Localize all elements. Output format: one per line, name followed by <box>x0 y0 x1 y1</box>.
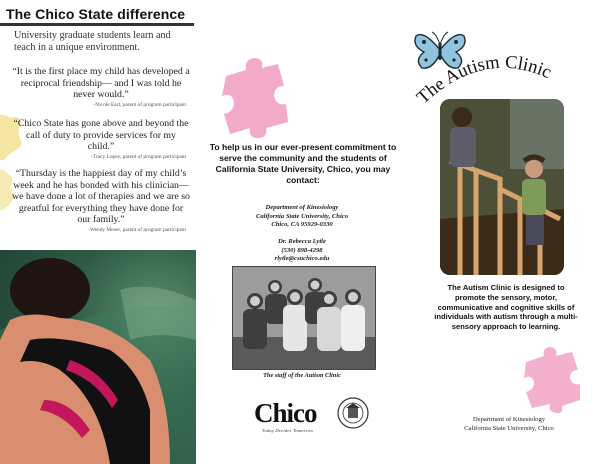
contact-email: rlytle@csuchico.edu <box>274 255 330 263</box>
chico-logo <box>252 396 372 436</box>
university-seal-icon <box>336 396 370 430</box>
pink-puzzle-piece-icon-2 <box>518 346 582 414</box>
testimonial-2 <box>12 118 190 161</box>
staff-photo <box>232 266 376 370</box>
section-heading: The Chico State difference <box>6 6 186 22</box>
intro-text: University graduate students learn and teach in a unique environment. <box>14 30 171 53</box>
pink-puzzle-piece-icon <box>216 56 288 140</box>
testimonial-2-attribution: -Tracy Lopez, parent of program participant <box>91 153 186 160</box>
footer-line-2: California State University, Chico <box>464 424 554 432</box>
testimonial-1 <box>12 66 190 109</box>
contact-person <box>210 238 394 264</box>
testimonial-1-attribution: -Nicole Earl, parent of program participant <box>93 101 186 108</box>
address-line-2: California State University, Chico <box>255 212 349 220</box>
middle-panel <box>200 0 400 464</box>
department-footer <box>434 416 584 433</box>
logo-tagline: Today Decides Tomorrow <box>262 428 314 433</box>
logo-wordmark: Chico <box>254 398 317 428</box>
staff-group-image <box>233 267 376 370</box>
contact-name: Dr. Rebecca Lytle <box>278 238 326 245</box>
address-line-3: Chico, CA 95929-0330 <box>271 221 333 229</box>
address-line-1: Department of Kinesiology <box>265 204 339 211</box>
testimonial-1-text: “It is the first place my child has developed a reciprocal friendship— and I was told he never would.” <box>12 66 190 101</box>
swimming-photo <box>0 250 196 464</box>
clinic-description: The Autism Clinic is designed to promote the sensory, motor, communicative and cognitive skills of individuals with autism through a multi-sensory approach to learning. <box>434 283 578 332</box>
testimonial-3 <box>12 168 190 234</box>
footer-line-1: Department of Kinesiology <box>472 416 546 423</box>
clinic-title: The Autism Clinic <box>413 52 555 109</box>
section-heading-bar <box>0 4 194 26</box>
contact-phone: (530) 898-4298 <box>281 246 323 254</box>
testimonial-2-text: “Chico State has gone above and beyond the call of duty to provide services for my child.” <box>13 118 189 153</box>
department-address <box>210 204 394 230</box>
contact-intro: To help us in our ever-present commitment to serve the community and the students of California State University, Chico, you may contact: <box>209 142 397 185</box>
staff-caption: The staff of the Autism Clinic <box>263 372 341 379</box>
children-photo <box>440 99 564 275</box>
swimmer-image <box>0 250 196 464</box>
testimonial-3-text: “Thursday is the happiest day of my child’s week and he has bonded with his clinician—we have done a lot of therapies and we are so greatful for everything they have done for our family.” <box>12 168 190 226</box>
right-panel <box>400 0 600 464</box>
children-on-stairs-image <box>440 99 564 275</box>
testimonial-3-attribution: -Wendy Moser, parent of program participant <box>88 226 186 233</box>
left-panel <box>0 0 196 464</box>
